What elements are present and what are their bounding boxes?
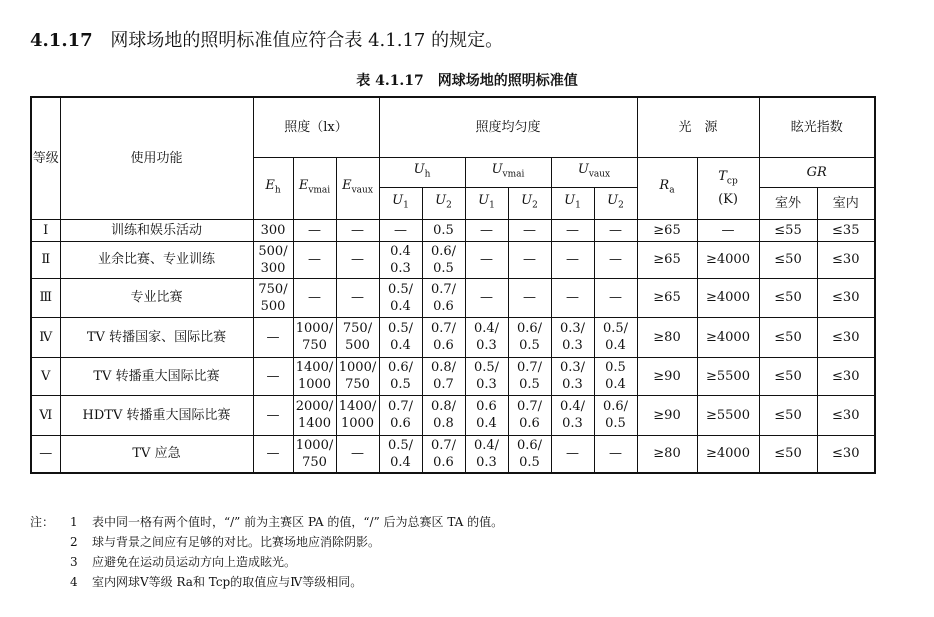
cell-grade: Ⅰ <box>31 219 60 241</box>
cell-gro: ≤50 <box>759 241 817 278</box>
cell-uh2: 0.6/ 0.5 <box>422 241 465 278</box>
header-indoor: 室内 <box>817 187 875 219</box>
cell-Evaux: 750/ 500 <box>336 317 379 357</box>
cell-uvm2: — <box>508 241 551 278</box>
table-body <box>31 219 875 473</box>
cell-Ra: ≥80 <box>637 317 697 357</box>
table-row <box>31 219 875 241</box>
cell-gri: ≤30 <box>817 241 875 278</box>
cell-Tcp: ≥4000 <box>697 278 759 317</box>
cell-gro: ≤50 <box>759 395 817 435</box>
cell-uvm2: 0.7/ 0.6 <box>508 395 551 435</box>
cell-uh2: 0.8/ 0.8 <box>422 395 465 435</box>
table-row <box>31 395 875 435</box>
table-caption: 表 4.1.17 网球场地的照明标准值 <box>356 73 578 89</box>
cell-Evmai: 1000/ 750 <box>293 435 336 473</box>
cell-Eh: — <box>253 435 293 473</box>
cell-Evaux: — <box>336 435 379 473</box>
note-text: 室内网球Ⅴ等级 Ra和 Tcp的取值应与Ⅳ等级相同。 <box>92 575 363 589</box>
cell-Ra: ≥90 <box>637 395 697 435</box>
cell-uva1: 0.3/ 0.3 <box>551 317 594 357</box>
section-number: 4.1.17 <box>30 30 93 51</box>
cell-uva2: 0.5 0.4 <box>594 357 637 395</box>
header-ra: $R_a$ <box>637 157 697 219</box>
cell-uvm2: 0.7/ 0.5 <box>508 357 551 395</box>
cell-gro: ≤50 <box>759 317 817 357</box>
cell-uh2: 0.7/ 0.6 <box>422 317 465 357</box>
cell-gro: ≤50 <box>759 357 817 395</box>
note-label <box>30 552 70 572</box>
note-label <box>30 532 70 552</box>
header-uh: $U_h$ <box>379 157 465 187</box>
cell-uva1: — <box>551 435 594 473</box>
cell-uvm1: 0.4/ 0.3 <box>465 317 508 357</box>
cell-uva1: — <box>551 241 594 278</box>
header-u1: $U_1$ <box>379 187 422 219</box>
cell-Evmai: 1000/ 750 <box>293 317 336 357</box>
cell-uva1: — <box>551 278 594 317</box>
cell-uh2: 0.5 <box>422 219 465 241</box>
cell-uva2: 0.5/ 0.4 <box>594 317 637 357</box>
header-glare: 眩光指数 <box>759 97 875 157</box>
cell-uvm1: 0.6 0.4 <box>465 395 508 435</box>
cell-uh2: 0.7/ 0.6 <box>422 278 465 317</box>
cell-func: TV 应急 <box>60 435 253 473</box>
cell-uvm2: 0.6/ 0.5 <box>508 435 551 473</box>
cell-gri: ≤30 <box>817 278 875 317</box>
cell-gri: ≤30 <box>817 435 875 473</box>
note-item <box>30 532 503 552</box>
cell-grade: Ⅴ <box>31 357 60 395</box>
table-row <box>31 317 875 357</box>
cell-Ra: ≥90 <box>637 357 697 395</box>
cell-Ra: ≥65 <box>637 241 697 278</box>
table-row <box>31 241 875 278</box>
note-item <box>30 512 503 532</box>
header-u2: $U_2$ <box>508 187 551 219</box>
note-text: 表中同一格有两个值时，“/” 前为主赛区 PA 的值，“/” 后为总赛区 TA 的值。 <box>92 515 504 529</box>
cell-func: TV 转播重大国际比赛 <box>60 357 253 395</box>
cell-gri: ≤30 <box>817 317 875 357</box>
table-row <box>31 357 875 395</box>
cell-uh1: 0.6/ 0.5 <box>379 357 422 395</box>
cell-gro: ≤55 <box>759 219 817 241</box>
cell-uva2: 0.6/ 0.5 <box>594 395 637 435</box>
header-gr: GR <box>759 157 875 187</box>
cell-Tcp: ≥5500 <box>697 357 759 395</box>
cell-uh1: 0.5/ 0.4 <box>379 278 422 317</box>
cell-uva2: — <box>594 278 637 317</box>
cell-uh2: 0.8/ 0.7 <box>422 357 465 395</box>
table-row <box>31 435 875 473</box>
cell-grade: — <box>31 435 60 473</box>
cell-uvm1: — <box>465 219 508 241</box>
header-outdoor: 室外 <box>759 187 817 219</box>
cell-Tcp: ≥4000 <box>697 241 759 278</box>
section-text: 网球场地的照明标准值应符合表 4.1.17 的规定。 <box>110 30 504 51</box>
note-number: 4 <box>70 575 78 589</box>
cell-Eh: 750/ 500 <box>253 278 293 317</box>
cell-Evaux: 1400/ 1000 <box>336 395 379 435</box>
cell-grade: Ⅲ <box>31 278 60 317</box>
cell-func: 专业比赛 <box>60 278 253 317</box>
cell-uvm2: — <box>508 219 551 241</box>
cell-Eh: — <box>253 357 293 395</box>
cell-uvm1: 0.4/ 0.3 <box>465 435 508 473</box>
note-text: 应避免在运动员运动方向上造成眩光。 <box>92 555 297 569</box>
cell-uvm2: 0.6/ 0.5 <box>508 317 551 357</box>
cell-Evmai: 1400/ 1000 <box>293 357 336 395</box>
header-eh: $E_h$ <box>253 157 293 219</box>
header-function: 使用功能 <box>60 97 253 219</box>
cell-Eh: 500/ 300 <box>253 241 293 278</box>
cell-Evmai: 2000/ 1400 <box>293 395 336 435</box>
note-text: 球与背景之间应有足够的对比。比赛场地应消除阴影。 <box>92 535 381 549</box>
cell-Evaux: 1000/ 750 <box>336 357 379 395</box>
cell-gro: ≤50 <box>759 435 817 473</box>
cell-gri: ≤30 <box>817 357 875 395</box>
header-uvmai: $U_{vmai}$ <box>465 157 551 187</box>
header-uvaux: $U_{vaux}$ <box>551 157 637 187</box>
cell-uvm1: — <box>465 241 508 278</box>
cell-uva1: 0.3/ 0.3 <box>551 357 594 395</box>
note-item <box>30 552 503 572</box>
cell-Tcp: ≥4000 <box>697 435 759 473</box>
table-row <box>31 278 875 317</box>
cell-uh1: 0.5/ 0.4 <box>379 435 422 473</box>
cell-Evaux: — <box>336 278 379 317</box>
cell-uh1: 0.4 0.3 <box>379 241 422 278</box>
note-label <box>30 572 70 592</box>
cell-Evmai: — <box>293 219 336 241</box>
cell-uh2: 0.7/ 0.6 <box>422 435 465 473</box>
note-item <box>30 572 503 592</box>
header-light-source: 光 源 <box>637 97 759 157</box>
cell-Tcp: ≥4000 <box>697 317 759 357</box>
cell-func: 业余比赛、专业训练 <box>60 241 253 278</box>
header-tcp: $T_{cp}$ (K) <box>697 157 759 219</box>
header-illuminance: 照度（lx） <box>253 97 379 157</box>
note-number: 1 <box>70 515 78 529</box>
header-u1: $U_1$ <box>551 187 594 219</box>
cell-Ra: ≥65 <box>637 278 697 317</box>
header-evaux: $E_{vaux}$ <box>336 157 379 219</box>
cell-Ra: ≥80 <box>637 435 697 473</box>
cell-Evmai: — <box>293 278 336 317</box>
cell-Tcp: ≥5500 <box>697 395 759 435</box>
cell-uvm2: — <box>508 278 551 317</box>
cell-func: HDTV 转播重大国际比赛 <box>60 395 253 435</box>
cell-uva2: — <box>594 219 637 241</box>
note-number: 2 <box>70 535 78 549</box>
cell-gri: ≤35 <box>817 219 875 241</box>
cell-uva1: 0.4/ 0.3 <box>551 395 594 435</box>
cell-uva1: — <box>551 219 594 241</box>
header-uniformity: 照度均匀度 <box>379 97 637 157</box>
lighting-standard-table <box>30 96 876 474</box>
header-u2: $U_2$ <box>422 187 465 219</box>
cell-grade: Ⅵ <box>31 395 60 435</box>
cell-Evaux: — <box>336 219 379 241</box>
header-evmai: $E_{vmai}$ <box>293 157 336 219</box>
cell-uh1: 0.5/ 0.4 <box>379 317 422 357</box>
header-u1: $U_1$ <box>465 187 508 219</box>
cell-uh1: 0.7/ 0.6 <box>379 395 422 435</box>
cell-Evaux: — <box>336 241 379 278</box>
cell-uvm1: 0.5/ 0.3 <box>465 357 508 395</box>
note-number: 3 <box>70 555 78 569</box>
cell-Tcp: — <box>697 219 759 241</box>
cell-uva2: — <box>594 435 637 473</box>
cell-Eh: — <box>253 395 293 435</box>
cell-Ra: ≥65 <box>637 219 697 241</box>
header-u2: $U_2$ <box>594 187 637 219</box>
table-notes <box>30 512 503 592</box>
cell-uh1: — <box>379 219 422 241</box>
cell-grade: Ⅱ <box>31 241 60 278</box>
section-heading <box>30 26 503 52</box>
cell-gri: ≤30 <box>817 395 875 435</box>
header-grade: 等级 <box>31 97 60 219</box>
cell-Eh: — <box>253 317 293 357</box>
cell-uvm1: — <box>465 278 508 317</box>
cell-Eh: 300 <box>253 219 293 241</box>
cell-func: 训练和娱乐活动 <box>60 219 253 241</box>
cell-gro: ≤50 <box>759 278 817 317</box>
cell-Evmai: — <box>293 241 336 278</box>
cell-uva2: — <box>594 241 637 278</box>
note-label: 注： <box>30 515 55 529</box>
cell-grade: Ⅳ <box>31 317 60 357</box>
cell-func: TV 转播国家、国际比赛 <box>60 317 253 357</box>
